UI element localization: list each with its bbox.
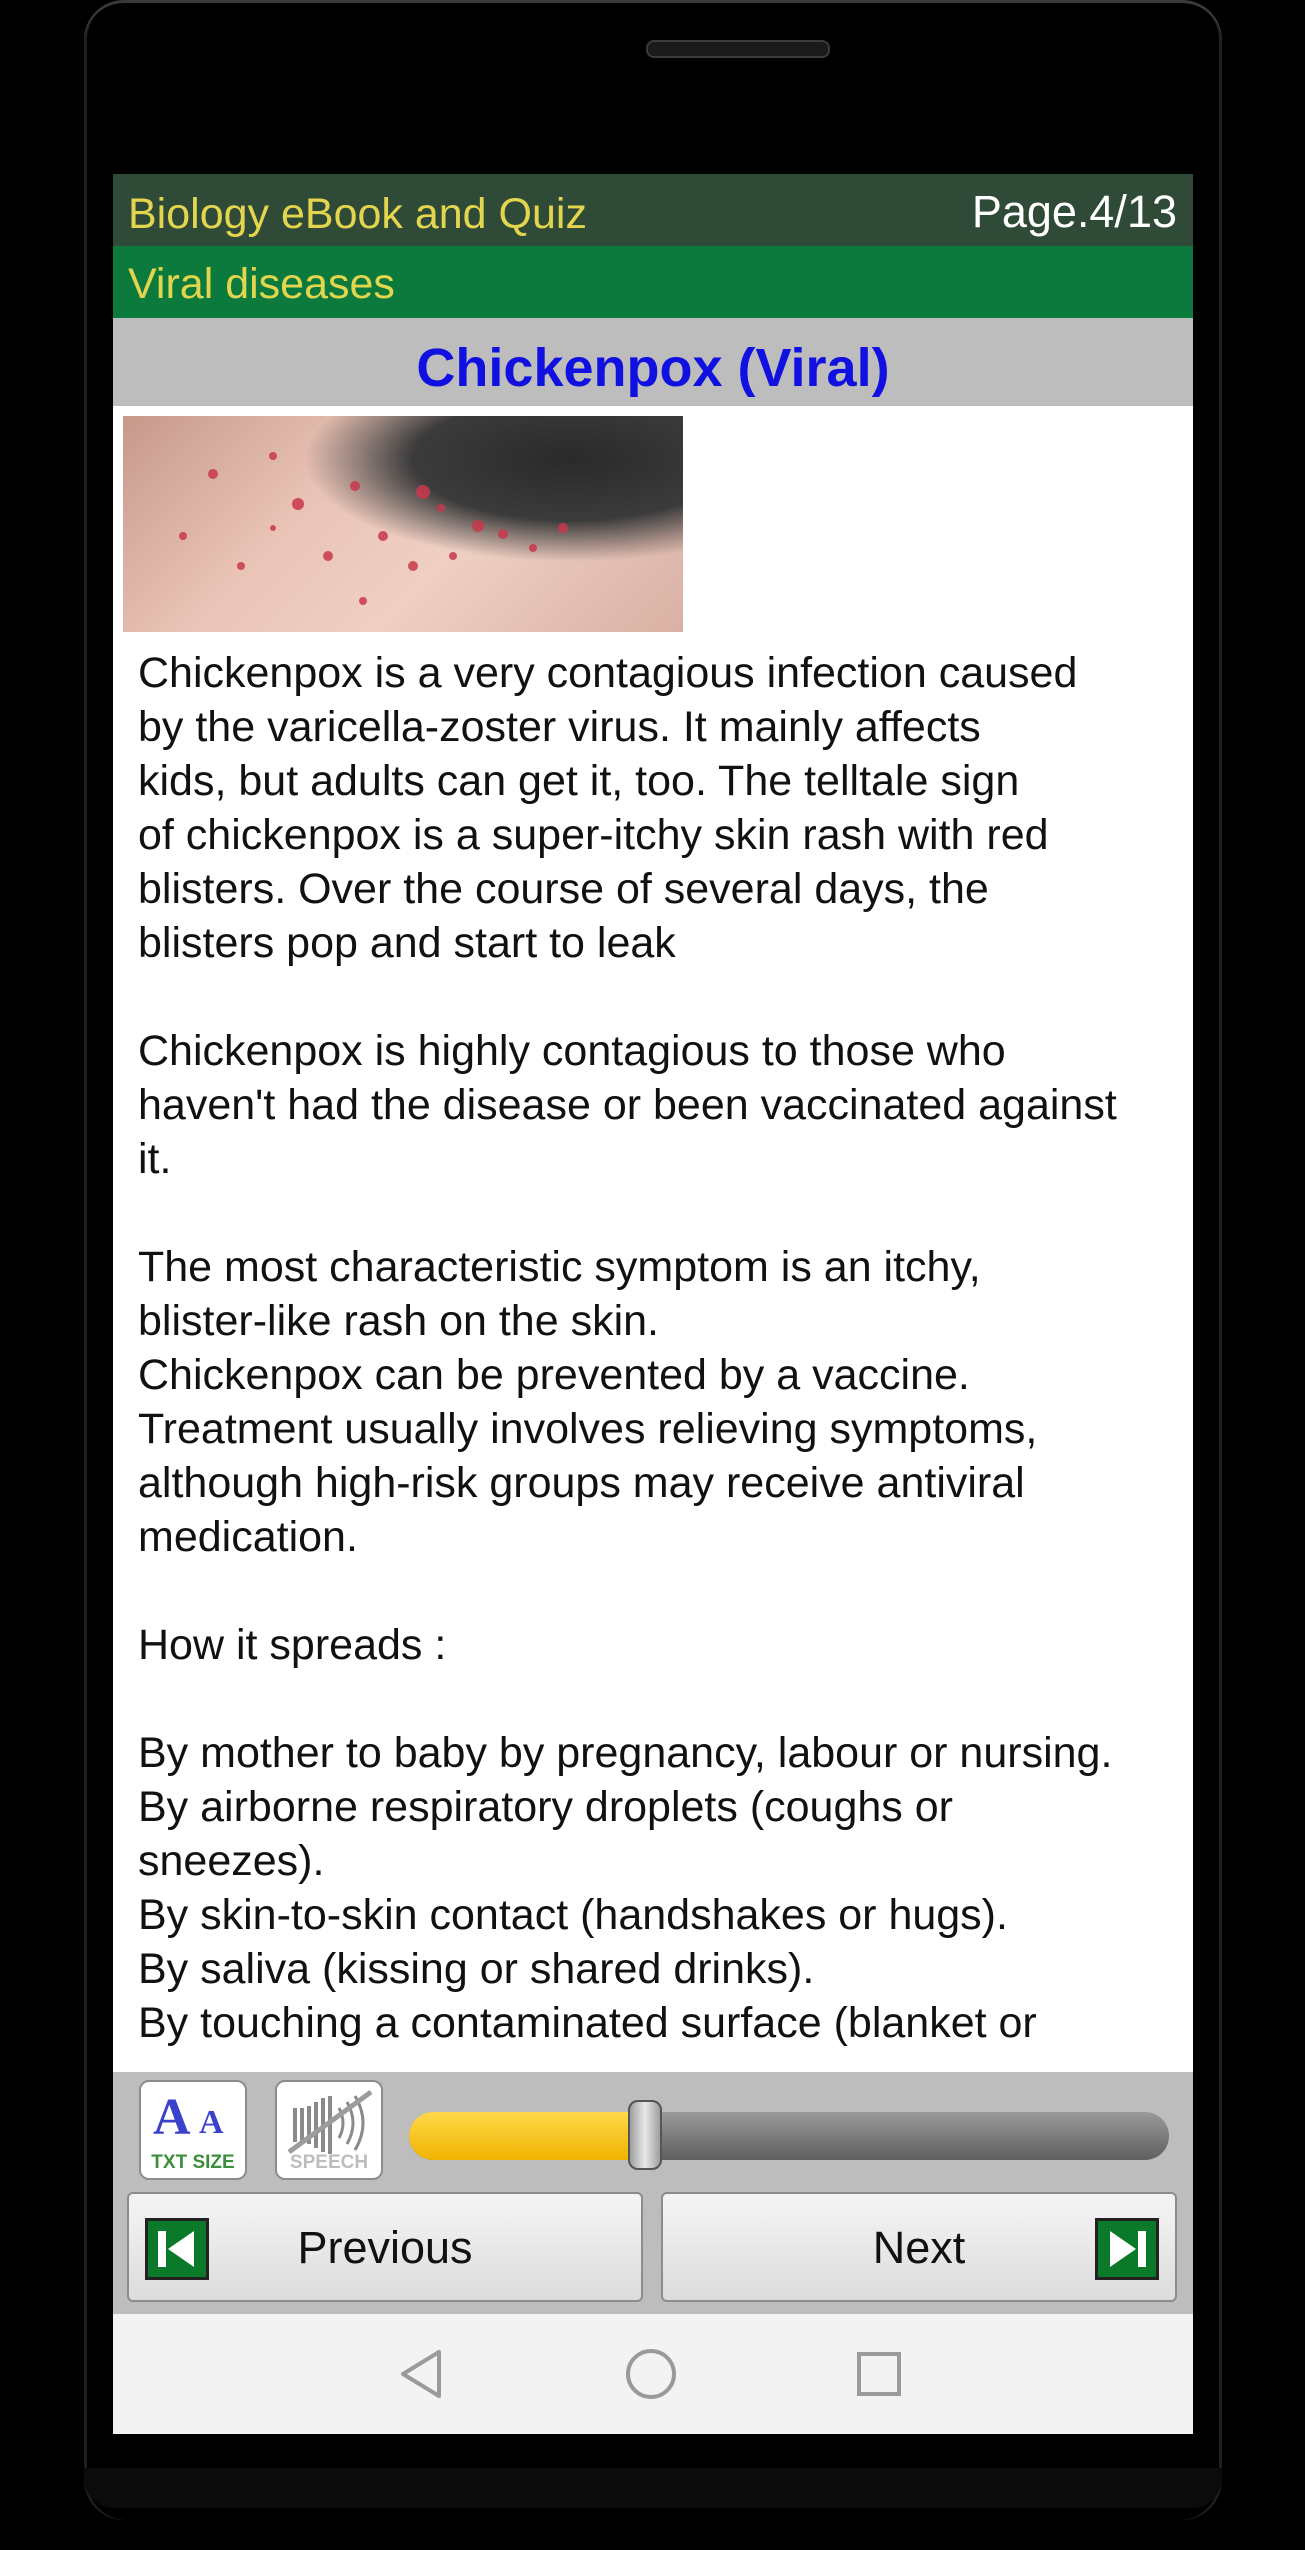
muted-speaker-icon	[279, 2086, 383, 2160]
chapter-title: Viral diseases	[128, 260, 395, 308]
slider-thumb[interactable]	[628, 2100, 662, 2170]
slider-fill	[409, 2112, 645, 2160]
control-panel	[113, 2072, 1193, 2314]
recents-icon[interactable]	[849, 2344, 909, 2404]
previous-label: Previous	[297, 2222, 473, 2273]
earpiece-speaker	[646, 40, 830, 58]
app-bar	[113, 174, 1193, 246]
rash-photo	[123, 416, 683, 632]
page-indicator: Page.4/13	[971, 186, 1177, 237]
rash-spots	[123, 416, 683, 632]
text-size-button[interactable]: A A TXT SIZE	[139, 2080, 247, 2180]
article-body: Chickenpox is a very contagious infection caused by the varicella-zoster virus. It mainly affects kids, but adults can get it, too. The telltale sign of chickenpox is a super-itchy skin rash with red blisters. Over the course of several days, the blisters pop and start to leak Chickenpox is highly contagious to those who haven't had the disease or been vaccinated against it. The most characteristic symptom is an itchy, blister-like rash on the skin. Chickenpox can be prevented by a vaccine. Treatment usually involves relieving symptoms, although high-risk groups may receive antiviral medication. How it spreads : By mother to baby by pregnancy, labour or nursing. By airborne respiratory droplets (coughs or sneezes). By skin-to-skin contact (handshakes or hugs). By saliva (kissing or shared drinks). By touching a contaminated surface (blanket or	[138, 649, 1117, 2047]
text-size-icon: A	[153, 2089, 191, 2146]
next-button[interactable]	[661, 2192, 1177, 2302]
app-title: Biology eBook and Quiz	[128, 190, 587, 238]
previous-button[interactable]	[127, 2192, 643, 2302]
speech-button[interactable]	[275, 2080, 383, 2180]
next-label: Next	[872, 2222, 966, 2273]
back-icon[interactable]	[393, 2344, 453, 2404]
topic-title: Chickenpox (Viral)	[113, 318, 1193, 406]
system-navigation-bar	[113, 2314, 1193, 2434]
speech-caption: SPEECH	[289, 2152, 369, 2173]
article-content[interactable]	[113, 406, 1193, 2246]
screen	[113, 174, 1193, 2434]
home-icon[interactable]	[621, 2344, 681, 2404]
speech-rate-slider[interactable]	[409, 2112, 1169, 2160]
phone-bottom-bezel	[84, 2468, 1222, 2508]
skip-next-icon	[1095, 2218, 1159, 2280]
chapter-bar	[113, 246, 1193, 318]
text-size-caption: TXT SIZE	[151, 2152, 235, 2173]
